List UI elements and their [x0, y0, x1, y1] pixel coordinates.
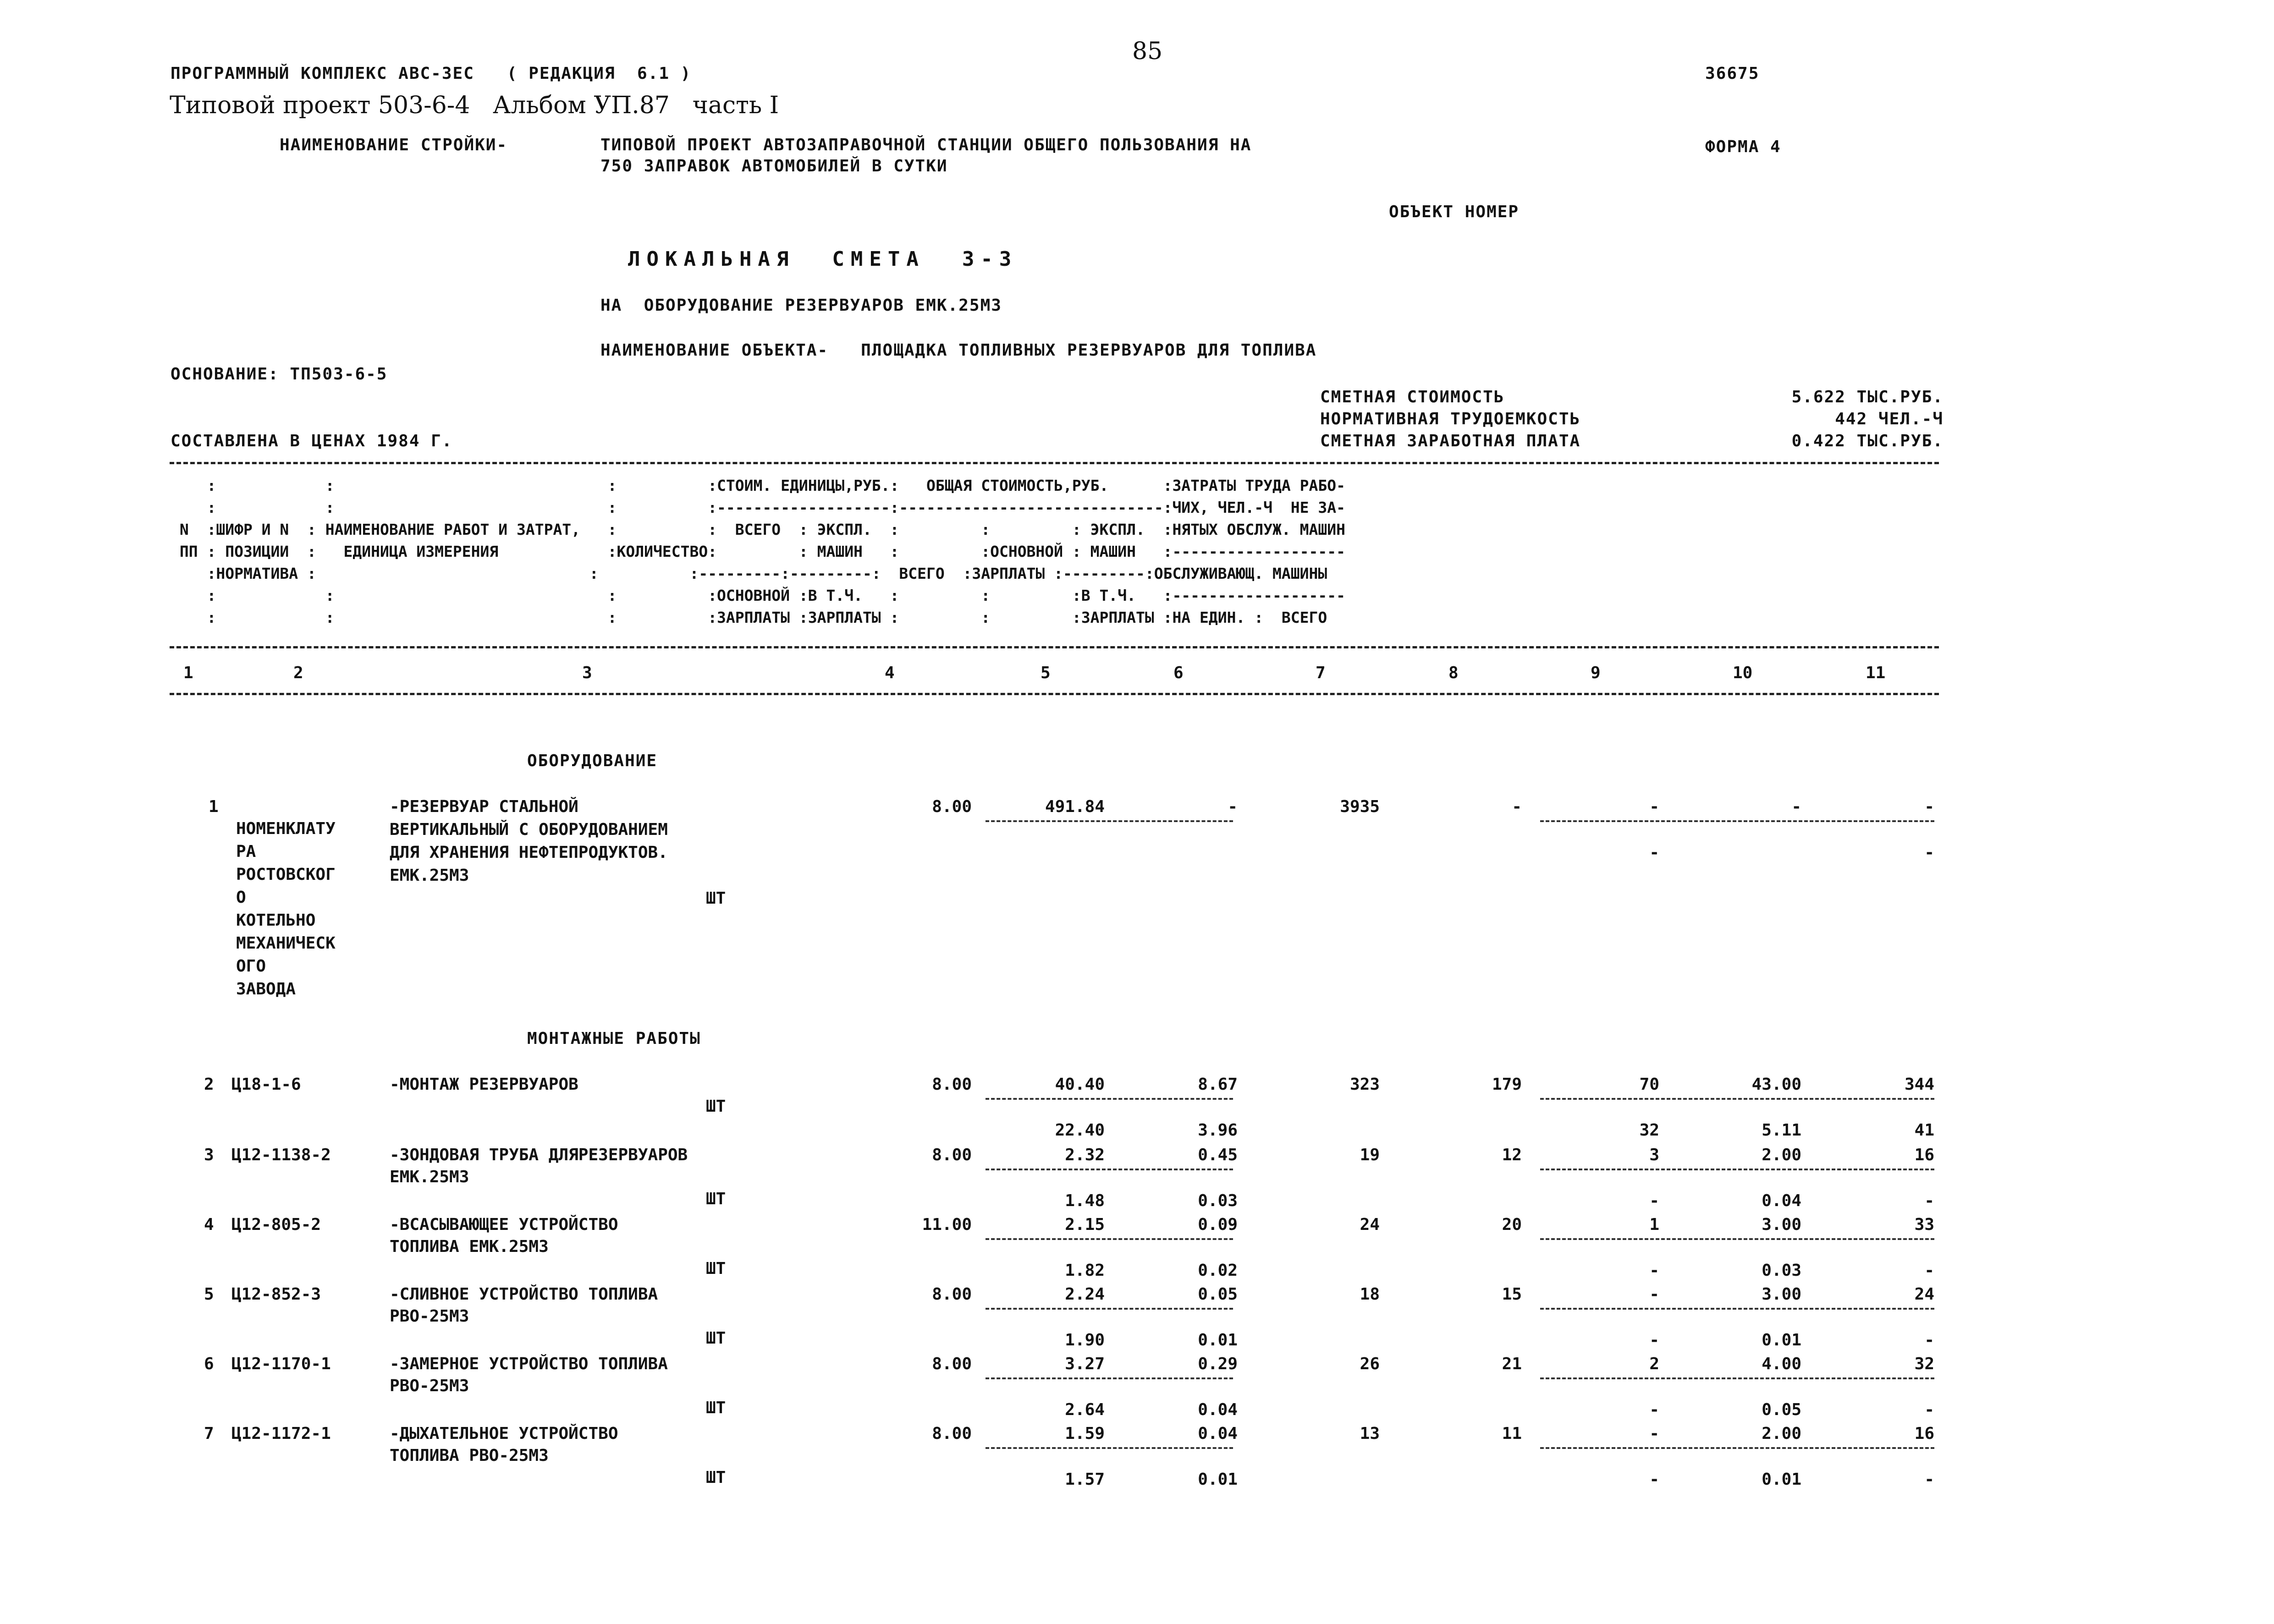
work-name: -РЕЗЕРВУАР СТАЛЬНОЙ: [390, 797, 578, 816]
position-code: КОТЕЛЬНО: [236, 911, 316, 930]
total-machines: -: [1649, 1285, 1659, 1304]
labor-total-sub: -: [1924, 1470, 1934, 1489]
labor-total: -: [1924, 797, 1934, 816]
estimate-title: ЛОКАЛЬНАЯ СМЕТА 3-3: [628, 247, 1018, 271]
quantity: 11.00: [922, 1215, 972, 1234]
summary-value: 5.622 ТЫС.РУБ.: [1791, 388, 1944, 406]
row-number: 3: [204, 1146, 214, 1164]
unit-salary: 2.64: [1065, 1400, 1105, 1419]
work-name: ВЕРТИКАЛЬНЫЙ С ОБОРУДОВАНИЕМ: [390, 820, 668, 839]
unit: ШТ: [706, 1190, 726, 1208]
total-cost: 19: [1360, 1146, 1380, 1164]
unit-cost-machines: 0.09: [1198, 1215, 1238, 1234]
labor-total-sub: -: [1924, 1261, 1934, 1280]
subtotal-rule: [1540, 1377, 1934, 1379]
labor-per-unit-sub: 0.05: [1762, 1400, 1801, 1419]
subtotal-rule: [1540, 1098, 1934, 1100]
rule: [170, 693, 1939, 695]
total-machines: -: [1649, 797, 1659, 816]
construction-name-line1: ТИПОВОЙ ПРОЕКТ АВТОЗАПРАВОЧНОЙ СТАНЦИИ ОБЩЕГО ПОЛЬЗОВАНИЯ НА: [600, 136, 1252, 154]
column-number: 1: [183, 664, 193, 682]
work-name: -ЗАМЕРНОЕ УСТРОЙСТВО ТОПЛИВА: [390, 1355, 668, 1373]
position-code: Ц12-852-3: [231, 1285, 321, 1304]
subtotal-rule: [986, 1098, 1233, 1100]
total-salary: 12: [1502, 1146, 1522, 1164]
estimate-subject: НА ОБОРУДОВАНИЕ РЕЗЕРВУАРОВ ЕМК.25М3: [600, 296, 1002, 315]
total-machines-salary: -: [1649, 1191, 1659, 1210]
section-equipment: ОБОРУДОВАНИЕ: [527, 752, 658, 770]
row-number: 1: [209, 797, 219, 816]
labor-per-unit-sub: 0.04: [1762, 1191, 1801, 1210]
basis: ОСНОВАНИЕ: ТП503-6-5: [171, 365, 388, 384]
document-code: 36675: [1705, 64, 1760, 83]
row-number: 7: [204, 1424, 214, 1443]
unit-cost-machines: 8.67: [1198, 1075, 1238, 1094]
work-name: РВО-25М3: [390, 1377, 469, 1395]
column-number: 4: [885, 664, 895, 682]
labor-total: 24: [1914, 1285, 1934, 1304]
subtotal-rule: [986, 1169, 1233, 1170]
labor-per-unit: -: [1791, 797, 1801, 816]
column-number: 5: [1041, 664, 1051, 682]
total-salary: 11: [1502, 1424, 1522, 1443]
unit-cost-total: 40.40: [1055, 1075, 1105, 1094]
position-code: НОМЕНКЛАТУ: [236, 819, 336, 838]
labor-total-sub: 41: [1914, 1121, 1934, 1140]
row-number: 4: [204, 1215, 214, 1234]
total-machines: 2: [1649, 1355, 1659, 1373]
total-machines-salary: -: [1649, 843, 1659, 862]
position-code: Ц18-1-6: [231, 1075, 301, 1094]
summary-label: НОРМАТИВНАЯ ТРУДОЕМКОСТЬ: [1320, 410, 1581, 428]
total-machines-salary: -: [1649, 1400, 1659, 1419]
work-name: -ДЫХАТЕЛЬНОЕ УСТРОЙСТВО: [390, 1424, 618, 1443]
unit-salary: 22.40: [1055, 1121, 1105, 1140]
header-line: : : : :СТОИМ. ЕДИНИЦЫ,РУБ.: ОБЩАЯ СТОИМОСТЬ,РУБ. :ЗАТРАТЫ ТРУДА РАБО-: [171, 477, 1345, 494]
labor-per-unit: 2.00: [1762, 1424, 1801, 1443]
work-name: ТОПЛИВА РВО-25М3: [390, 1446, 549, 1465]
column-number: 6: [1173, 664, 1184, 682]
total-salary: -: [1512, 797, 1522, 816]
labor-total: 16: [1914, 1146, 1934, 1164]
position-code: О: [236, 888, 246, 907]
unit-cost-machines: 0.04: [1198, 1424, 1238, 1443]
unit-salary: 1.82: [1065, 1261, 1105, 1280]
subtotal-rule: [1540, 1308, 1934, 1310]
unit-cost-machines: -: [1228, 797, 1238, 816]
project-reference: Типовой проект 503-6-4 Альбом УП.87 часть I: [170, 92, 779, 119]
unit-salary: 1.48: [1065, 1191, 1105, 1210]
work-name: ДЛЯ ХРАНЕНИЯ НЕФТЕПРОДУКТОВ.: [390, 843, 668, 862]
work-name: -ВСАСЫВАЮЩЕЕ УСТРОЙСТВО: [390, 1215, 618, 1234]
unit-machines-salary: 0.04: [1198, 1400, 1238, 1419]
column-number: 11: [1866, 664, 1886, 682]
unit-machines-salary: 0.01: [1198, 1331, 1238, 1350]
header-line: : : : :ЗАРПЛАТЫ :ЗАРПЛАТЫ : : :ЗАРПЛАТЫ :НА ЕДИН. : ВСЕГО: [171, 609, 1327, 626]
header-line: :НОРМАТИВА : : :---------:---------: ВСЕГО :ЗАРПЛАТЫ :---------:ОБСЛУЖИВАЮЩ. МАШИНЫ: [171, 565, 1327, 582]
header-line: : : : :-------------------:-----------------------------:ЧИХ, ЧЕЛ.-Ч НЕ ЗА-: [171, 499, 1345, 516]
rule: [170, 646, 1939, 648]
work-name: -МОНТАЖ РЕЗЕРВУАРОВ: [390, 1075, 578, 1094]
work-name: РВО-25М3: [390, 1307, 469, 1326]
subtotal-rule: [986, 1377, 1233, 1379]
quantity: 8.00: [932, 1075, 972, 1094]
subtotal-rule: [1540, 1169, 1934, 1170]
work-name: ТОПЛИВА ЕМК.25М3: [390, 1237, 549, 1256]
unit-cost-total: 2.15: [1065, 1215, 1105, 1234]
quantity: 8.00: [932, 797, 972, 816]
summary-label: СМЕТНАЯ ЗАРАБОТНАЯ ПЛАТА: [1320, 432, 1581, 450]
labor-total-sub: -: [1924, 843, 1934, 862]
row-number: 6: [204, 1355, 214, 1373]
program-header: ПРОГРАММНЫЙ КОМПЛЕКС АВС-ЗЕС ( РЕДАКЦИЯ 6.1 ): [171, 64, 692, 83]
total-machines-salary: -: [1649, 1331, 1659, 1350]
total-machines: 3: [1649, 1146, 1659, 1164]
unit: ШТ: [706, 889, 726, 908]
total-cost: 323: [1349, 1075, 1380, 1094]
subtotal-rule: [986, 820, 1233, 822]
position-code: Ц12-1172-1: [231, 1424, 331, 1443]
header-line: : : : :ОСНОВНОЙ :В Т.Ч. : : :В Т.Ч. :-------------------: [171, 587, 1345, 604]
labor-total: 32: [1914, 1355, 1934, 1373]
quantity: 8.00: [932, 1355, 972, 1373]
column-number: 3: [582, 664, 592, 682]
labor-per-unit: 4.00: [1762, 1355, 1801, 1373]
unit-cost-machines: 0.45: [1198, 1146, 1238, 1164]
total-salary: 179: [1492, 1075, 1522, 1094]
total-salary: 21: [1502, 1355, 1522, 1373]
labor-total: 33: [1914, 1215, 1934, 1234]
column-number: 7: [1316, 664, 1326, 682]
summary-label: СМЕТНАЯ СТОИМОСТЬ: [1320, 388, 1505, 406]
unit-cost-total: 1.59: [1065, 1424, 1105, 1443]
row-number: 5: [204, 1285, 214, 1304]
unit-cost-total: 491.84: [1045, 797, 1105, 816]
unit: ШТ: [706, 1329, 726, 1348]
total-machines: 70: [1639, 1075, 1659, 1094]
total-cost: 24: [1360, 1215, 1380, 1234]
unit-cost-total: 2.24: [1065, 1285, 1105, 1304]
total-machines-salary: -: [1649, 1470, 1659, 1489]
unit-cost-machines: 0.05: [1198, 1285, 1238, 1304]
work-name: -ЗОНДОВАЯ ТРУБА ДЛЯРЕЗЕРВУАРОВ: [390, 1146, 688, 1164]
total-machines-salary: -: [1649, 1261, 1659, 1280]
labor-per-unit-sub: 5.11: [1762, 1121, 1801, 1140]
quantity: 8.00: [932, 1424, 972, 1443]
unit: ШТ: [706, 1399, 726, 1417]
position-code: Ц12-1170-1: [231, 1355, 331, 1373]
total-cost: 13: [1360, 1424, 1380, 1443]
object-name: НАИМЕНОВАНИЕ ОБЪЕКТА- ПЛОЩАДКА ТОПЛИВНЫХ РЕЗЕРВУАРОВ ДЛЯ ТОПЛИВА: [600, 341, 1317, 360]
position-code: Ц12-1138-2: [231, 1146, 331, 1164]
labor-per-unit: 2.00: [1762, 1146, 1801, 1164]
unit: ШТ: [706, 1259, 726, 1278]
work-name: ЕМК.25М3: [390, 866, 469, 885]
position-code: МЕХАНИЧЕСК: [236, 934, 336, 953]
form-label: ФОРМА 4: [1705, 137, 1781, 156]
position-code: РА: [236, 842, 256, 861]
total-cost: 26: [1360, 1355, 1380, 1373]
labor-total-sub: -: [1924, 1191, 1934, 1210]
construction-name-line2: 750 ЗАПРАВОК АВТОМОБИЛЕЙ В СУТКИ: [600, 157, 948, 176]
unit-salary: 1.57: [1065, 1470, 1105, 1489]
total-cost: 3935: [1340, 797, 1380, 816]
position-code: Ц12-805-2: [231, 1215, 321, 1234]
subtotal-rule: [986, 1308, 1233, 1310]
unit-machines-salary: 0.01: [1198, 1470, 1238, 1489]
labor-total: 344: [1904, 1075, 1934, 1094]
header-line: ПП : ПОЗИЦИИ : ЕДИНИЦА ИЗМЕРЕНИЯ :КОЛИЧЕСТВО: : МАШИН : :ОСНОВНОЙ : МАШИН :-------------------: [171, 543, 1345, 560]
quantity: 8.00: [932, 1146, 972, 1164]
total-salary: 20: [1502, 1215, 1522, 1234]
subtotal-rule: [1540, 1238, 1934, 1240]
unit-machines-salary: 0.02: [1198, 1261, 1238, 1280]
labor-per-unit: 43.00: [1751, 1075, 1801, 1094]
price-basis: СОСТАВЛЕНА В ЦЕНАХ 1984 Г.: [171, 432, 453, 450]
quantity: 8.00: [932, 1285, 972, 1304]
summary-value: 442 ЧЕЛ.-Ч: [1835, 410, 1944, 428]
labor-per-unit: 3.00: [1762, 1215, 1801, 1234]
labor-total-sub: -: [1924, 1331, 1934, 1350]
rule: [170, 462, 1939, 464]
labor-per-unit-sub: 0.01: [1762, 1470, 1801, 1489]
labor-per-unit-sub: 0.01: [1762, 1331, 1801, 1350]
object-number: ОБЪЕКТ НОМЕР: [1389, 203, 1520, 221]
unit-machines-salary: 0.03: [1198, 1191, 1238, 1210]
subtotal-rule: [986, 1238, 1233, 1240]
unit-cost-total: 2.32: [1065, 1146, 1105, 1164]
labor-per-unit: 3.00: [1762, 1285, 1801, 1304]
work-name: -СЛИВНОЕ УСТРОЙСТВО ТОПЛИВА: [390, 1285, 658, 1304]
total-machines: 1: [1649, 1215, 1659, 1234]
row-number: 2: [204, 1075, 214, 1094]
subtotal-rule: [1540, 1447, 1934, 1449]
work-name: ЕМК.25М3: [390, 1168, 469, 1186]
subtotal-rule: [986, 1447, 1233, 1449]
total-cost: 18: [1360, 1285, 1380, 1304]
total-salary: 15: [1502, 1285, 1522, 1304]
position-code: ЗАВОДА: [236, 980, 296, 999]
labor-total-sub: -: [1924, 1400, 1934, 1419]
summary-value: 0.422 ТЫС.РУБ.: [1791, 432, 1944, 450]
column-number: 2: [293, 664, 303, 682]
unit-machines-salary: 3.96: [1198, 1121, 1238, 1140]
total-machines-salary: 32: [1639, 1121, 1659, 1140]
subtotal-rule: [1540, 820, 1934, 822]
page-number: 85: [1132, 38, 1163, 65]
section-installation: МОНТАЖНЫЕ РАБОТЫ: [527, 1029, 701, 1048]
header-line: N :ШИФР И N : НАИМЕНОВАНИЕ РАБОТ И ЗАТРАТ, : : ВСЕГО : ЭКСПЛ. : : : ЭКСПЛ. :НЯТЫХ ОБСЛУЖ. МАШИН: [171, 521, 1345, 538]
total-machines: -: [1649, 1424, 1659, 1443]
labor-total: 16: [1914, 1424, 1934, 1443]
unit: ШТ: [706, 1468, 726, 1487]
column-number: 9: [1591, 664, 1601, 682]
position-code: РОСТОВСКОГ: [236, 865, 336, 884]
column-number: 10: [1733, 664, 1753, 682]
unit-cost-machines: 0.29: [1198, 1355, 1238, 1373]
labor-per-unit-sub: 0.03: [1762, 1261, 1801, 1280]
construction-label: НАИМЕНОВАНИЕ СТРОЙКИ-: [280, 136, 508, 154]
column-number: 8: [1448, 664, 1459, 682]
unit-salary: 1.90: [1065, 1331, 1105, 1350]
unit: ШТ: [706, 1097, 726, 1116]
position-code: ОГО: [236, 957, 266, 976]
unit-cost-total: 3.27: [1065, 1355, 1105, 1373]
